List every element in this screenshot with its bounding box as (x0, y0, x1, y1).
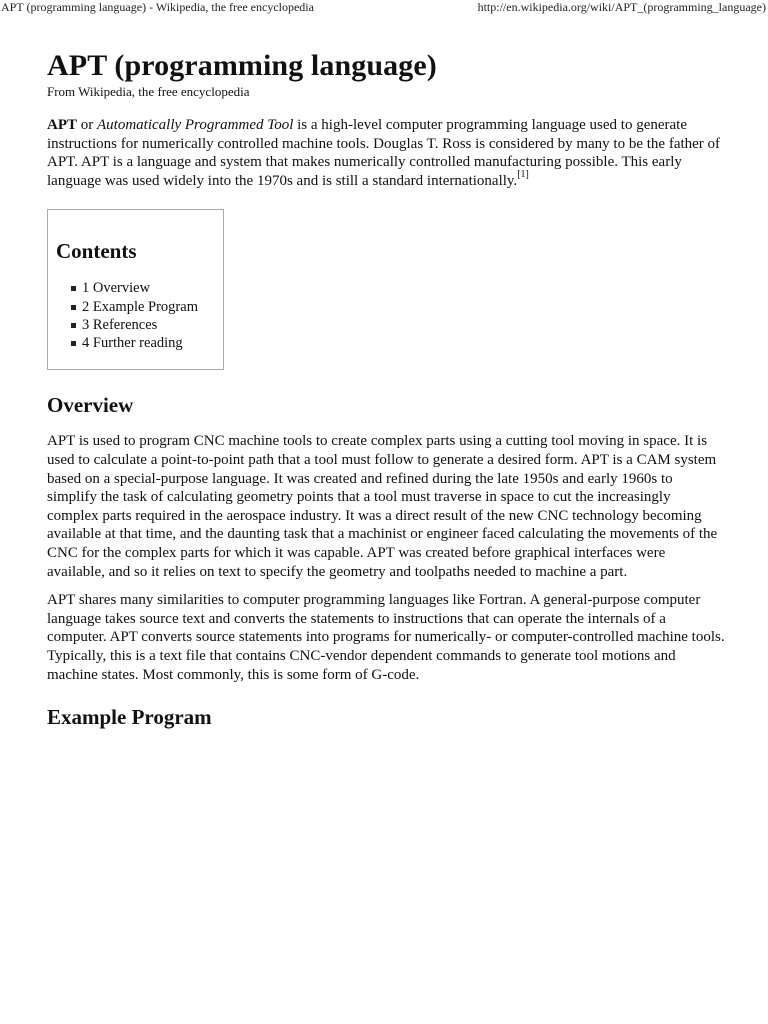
bullet-icon (71, 341, 76, 346)
page-title: APT (programming language) (47, 49, 437, 82)
page-subtitle: From Wikipedia, the free encyclopedia (47, 84, 250, 99)
intro-body-text: is a high-level computer programming language used to generate instructions for numerically controlled machine tools. Douglas T. Ross is considered by many to be the father of APT. APT is a language and system that makes numerically controlled manufacturing possible. This early language was used widely into the 1970s and is still a standard internationally. (47, 117, 721, 189)
intro-italic-term: Automatically Programmed Tool (97, 117, 294, 133)
toc-item-overview[interactable] (82, 279, 215, 297)
toc-item-references[interactable] (82, 316, 215, 334)
overview-heading: Overview (47, 393, 134, 418)
intro-paragraph (47, 116, 725, 190)
article (47, 48, 725, 730)
bullet-icon (71, 286, 76, 291)
toc-item-label: 2 Example Program (82, 298, 198, 315)
toc-item-label: 4 Further reading (82, 335, 183, 352)
toc-item-label: 1 Overview (82, 280, 151, 297)
print-header-url: http://en.wikipedia.org/wiki/APT_(programming_language) (477, 0, 766, 14)
toc-list (56, 279, 215, 352)
intro-bold-term: APT (47, 117, 77, 133)
print-header-page-title: APT (programming language) - Wikipedia, the free encyclopedia (1, 0, 314, 14)
intro-or-text: or (77, 117, 97, 133)
bullet-icon (71, 323, 76, 328)
reference-link[interactable]: [1] (517, 168, 529, 180)
table-of-contents (47, 209, 224, 370)
example-program-heading: Example Program (47, 705, 212, 730)
overview-paragraph-2: APT shares many similarities to computer programming languages like Fortran. A general-purpose computer language takes source text and converts the statements to instructions that can operate the internals of a computer. APT converts source statements into programs for numerically- or computer-controlled machine tools. Typically, this is a text file that contains CNC-vendor dependent commands to generate tool motions and machine states. Most commonly, this is some form of G-code. (47, 592, 725, 683)
toc-item-label: 3 References (82, 316, 158, 333)
bullet-icon (71, 305, 76, 310)
toc-item-further-reading[interactable] (82, 334, 215, 352)
print-header (0, 0, 768, 16)
toc-title: Contents (56, 239, 137, 264)
overview-paragraph-1: APT is used to program CNC machine tools to create complex parts using a cutting tool moving in space. It is used to calculate a point-to-point path that a tool must follow to generate a desired form. APT is a CAM system based on a special-purpose language. It was created and refined during the late 1950s and early 1960s to simplify the task of calculating geometry points that a tool must traverse in space to cut the increasingly complex parts required in the aerospace industry. It was a direct result of the new CNC technology becoming available at that time, and the daunting task that a machinist or engineer faced calculating the movements of the CNC for the complex parts for which it was capable. APT was created before graphical interfaces were available, and so it relies on text to specify the geometry and toolpaths needed to machine a part. (47, 433, 718, 580)
toc-item-example-program[interactable] (82, 298, 215, 316)
